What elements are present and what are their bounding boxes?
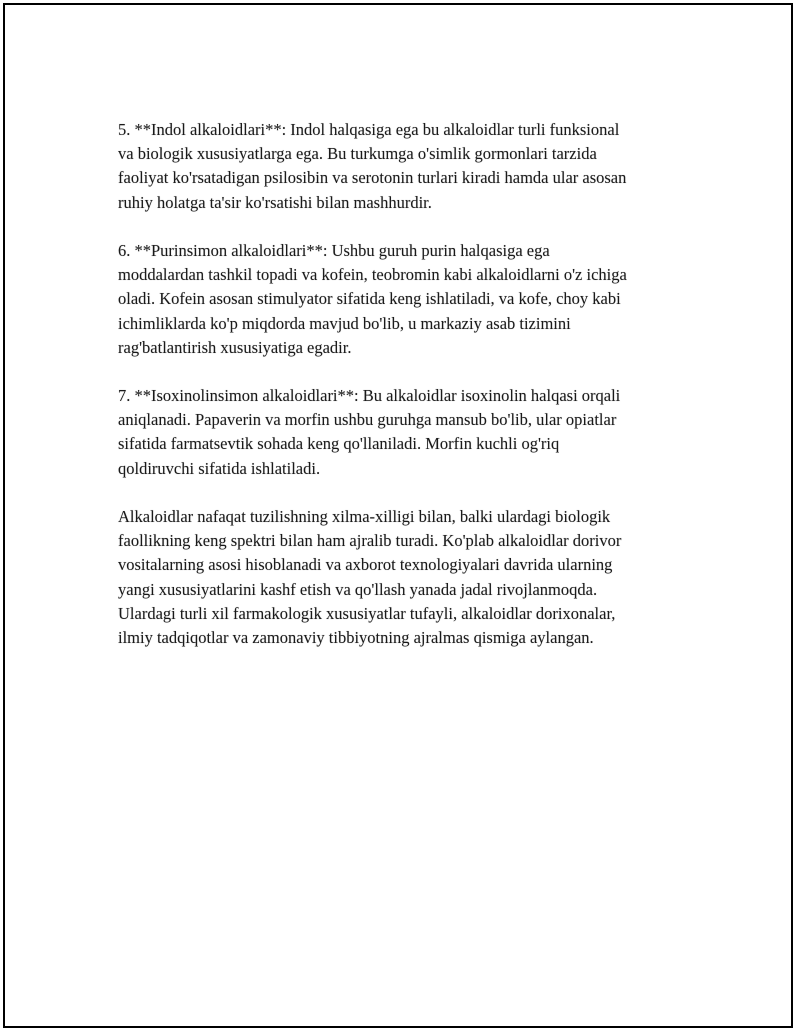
paragraph-indol-alkaloids	[118, 118, 708, 215]
paragraph-isoxinolin-alkaloids	[118, 384, 708, 481]
text-line: oladi. Kofein asosan stimulyator sifatida keng ishlatiladi, va kofe, choy kabi	[118, 289, 621, 309]
paragraph-purin-alkaloids	[118, 239, 708, 360]
text-line: aniqlanadi. Papaverin va morfin ushbu guruhga mansub bo'lib, ular opiatlar	[118, 410, 617, 430]
text-line: yangi xususiyatlarini kashf etish va qo'llash yanada jadal rivojlanmoqda.	[118, 579, 598, 599]
text-line: faoliyat ko'rsatadigan psilosibin va serotonin turlari kiradi hamda ular asosan	[118, 168, 627, 188]
text-line: sifatida farmatsevtik sohada keng qo'llaniladi. Morfin kuchli og'riq	[118, 434, 560, 454]
document-body	[118, 118, 708, 674]
text-line: Ulardagi turli xil farmakologik xususiyatlar tufayli, alkaloidlar dorixonalar,	[118, 603, 616, 623]
text-line: 5. **Indol alkaloidlari**: Indol halqasiga ega bu alkaloidlar turli funksional	[118, 120, 620, 139]
text-line: Alkaloidlar nafaqat tuzilishning xilma-xilligi bilan, balki ulardagi biologik	[118, 507, 611, 526]
text-line: moddalardan tashkil topadi va kofein, teobromin kabi alkaloidlarni o'z ichiga	[118, 265, 627, 285]
text-line: ruhiy holatga ta'sir ko'rsatishi bilan mashhurdir.	[118, 192, 432, 212]
text-line: rag'batlantirish xususiyatiga egadir.	[118, 337, 352, 357]
text-line: va biologik xususiyatlarga ega. Bu turkumga o'simlik gormonlari tarzida	[118, 144, 597, 164]
text-line: ichimliklarda ko'p miqdorda mavjud bo'lib, u markaziy asab tizimini	[118, 313, 571, 333]
text-line: 6. **Purinsimon alkaloidlari**: Ushbu guruh purin halqasiga ega	[118, 240, 550, 260]
text-line: qoldiruvchi sifatida ishlatiladi.	[118, 458, 321, 478]
text-line: ilmiy tadqiqotlar va zamonaviy tibbiyotning ajralmas qismiga aylangan.	[118, 627, 594, 647]
text-line: faollikning keng spektri bilan ham ajralib turadi. Ko'plab alkaloidlar dorivor	[118, 531, 622, 551]
text-line: vositalarning asosi hisoblanadi va axborot texnologiyalari davrida ularning	[118, 555, 613, 575]
paragraph-conclusion	[118, 505, 708, 650]
text-line: 7. **Isoxinolinsimon alkaloidlari**: Bu alkaloidlar isoxinolin halqasi orqali	[118, 386, 621, 406]
